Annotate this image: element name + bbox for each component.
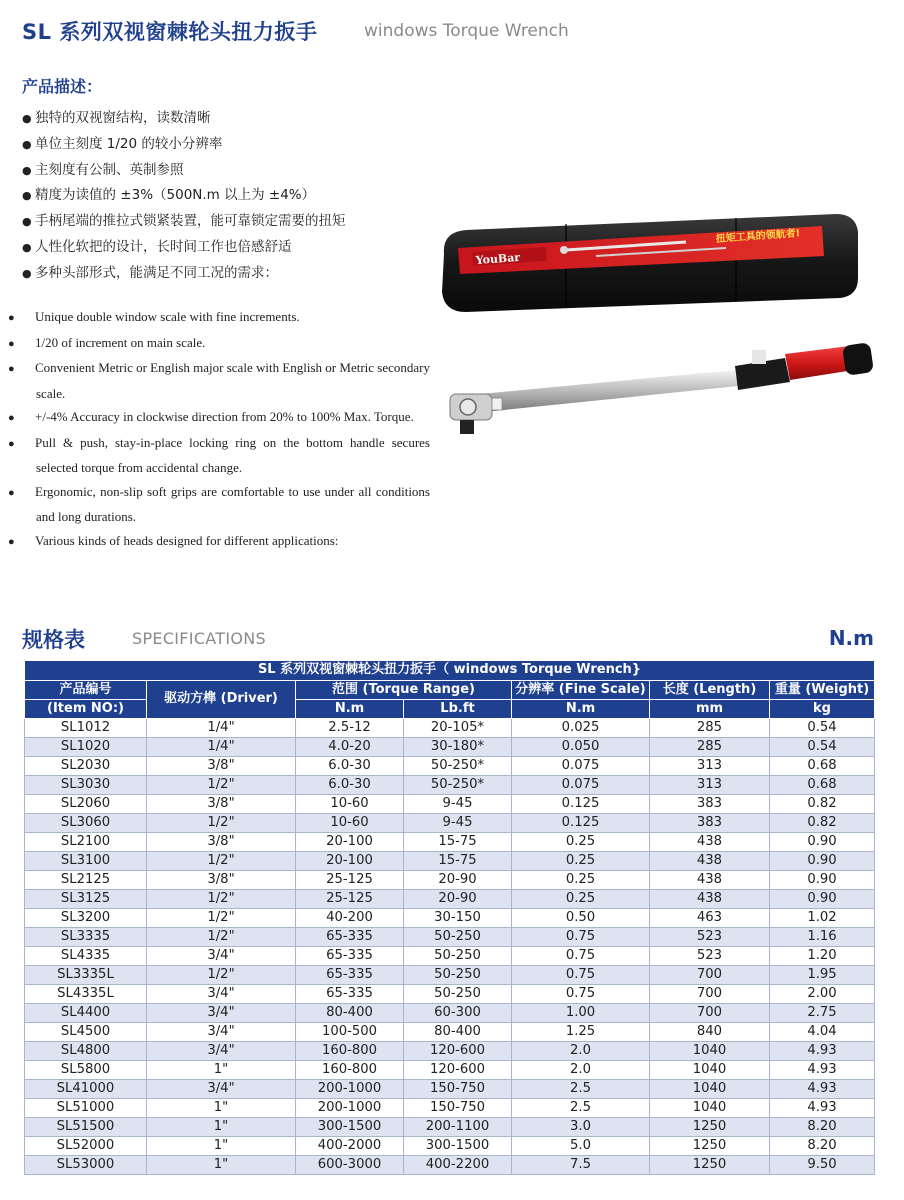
- cell-length: 523: [650, 946, 770, 965]
- cell-fine-scale: 0.75: [512, 965, 650, 984]
- cell-item-no: SL3335L: [25, 965, 147, 984]
- cell-fine-scale: 2.5: [512, 1079, 650, 1098]
- cell-range-lbft: 15-75: [404, 832, 512, 851]
- table-row: [25, 870, 875, 889]
- cell-item-no: SL5800: [25, 1060, 147, 1079]
- cell-weight: 8.20: [770, 1136, 875, 1155]
- cell-range-nm: 65-335: [296, 946, 404, 965]
- column-header-range-nm: N.m: [296, 699, 404, 718]
- bullet-icon: ●: [8, 363, 15, 375]
- cell-weight: 4.04: [770, 1022, 875, 1041]
- cell-range-nm: 65-335: [296, 984, 404, 1003]
- cell-driver: 1/2": [147, 965, 296, 984]
- column-header-length-unit: mm: [650, 699, 770, 718]
- cell-range-lbft: 300-1500: [404, 1136, 512, 1155]
- cell-weight: 9.50: [770, 1155, 875, 1174]
- cell-range-lbft: 50-250*: [404, 756, 512, 775]
- cell-weight: 4.93: [770, 1098, 875, 1117]
- column-header-weight-unit: kg: [770, 699, 875, 718]
- list-item: ● 独特的双视窗结构，读数清晰: [22, 106, 442, 132]
- cell-range-lbft: 120-600: [404, 1060, 512, 1079]
- table-row: [25, 1117, 875, 1136]
- list-item: ● Convenient Metric or English major scale with English or Metric secondary scale.: [8, 360, 430, 401]
- cell-length: 285: [650, 737, 770, 756]
- table-row: [25, 813, 875, 832]
- cell-length: 523: [650, 927, 770, 946]
- case-banner-text: 扭矩工具的领航者!: [715, 228, 801, 245]
- cell-item-no: SL4500: [25, 1022, 147, 1041]
- description-heading: 产品描述：: [22, 77, 103, 96]
- cell-range-nm: 200-1000: [296, 1098, 404, 1117]
- cell-fine-scale: 0.25: [512, 851, 650, 870]
- cell-item-no: SL3030: [25, 775, 147, 794]
- column-header-range: 范围 (Torque Range): [296, 680, 512, 699]
- table-row: [25, 1041, 875, 1060]
- cell-length: 438: [650, 870, 770, 889]
- cell-range-lbft: 60-300: [404, 1003, 512, 1022]
- cell-item-no: SL4800: [25, 1041, 147, 1060]
- cell-range-lbft: 150-750: [404, 1098, 512, 1117]
- column-header-item: 产品编号: [25, 680, 147, 699]
- cell-driver: 3/4": [147, 1022, 296, 1041]
- cell-length: 313: [650, 756, 770, 775]
- cell-length: 285: [650, 718, 770, 737]
- list-item: ● 主刻度有公制、英制参照: [22, 158, 442, 184]
- cell-driver: 1/2": [147, 908, 296, 927]
- cell-range-lbft: 30-180*: [404, 737, 512, 756]
- list-item: ● 多种头部形式，能满足不同工况的需求：: [22, 261, 442, 287]
- cell-length: 700: [650, 984, 770, 1003]
- cell-fine-scale: 1.25: [512, 1022, 650, 1041]
- cell-range-lbft: 15-75: [404, 851, 512, 870]
- cell-weight: 0.90: [770, 851, 875, 870]
- specs-unit: N.m: [828, 626, 874, 650]
- list-item: ● Various kinds of heads designed for different applications:: [22, 529, 430, 555]
- list-item: ● Unique double window scale with fine increments.: [22, 305, 430, 331]
- cell-range-nm: 2.5-12: [296, 718, 404, 737]
- cell-fine-scale: 0.75: [512, 927, 650, 946]
- page-title: SL 系列双视窗棘轮头扭力扳手: [22, 20, 318, 44]
- cell-length: 1250: [650, 1117, 770, 1136]
- cell-range-lbft: 80-400: [404, 1022, 512, 1041]
- cell-range-lbft: 400-2200: [404, 1155, 512, 1174]
- cell-length: 1250: [650, 1136, 770, 1155]
- cell-fine-scale: 0.025: [512, 718, 650, 737]
- cell-weight: 0.54: [770, 737, 875, 756]
- cell-weight: 0.82: [770, 794, 875, 813]
- column-header-fine-unit: N.m: [512, 699, 650, 718]
- cell-range-nm: 25-125: [296, 889, 404, 908]
- cell-fine-scale: 2.5: [512, 1098, 650, 1117]
- table-row: [25, 851, 875, 870]
- cell-length: 1040: [650, 1041, 770, 1060]
- cell-driver: 1/2": [147, 851, 296, 870]
- cell-weight: 2.00: [770, 984, 875, 1003]
- cell-length: 438: [650, 851, 770, 870]
- bullet-icon: ●: [8, 486, 15, 499]
- column-header-length: 长度 (Length): [650, 680, 770, 699]
- cell-driver: 1/2": [147, 775, 296, 794]
- cell-weight: 0.90: [770, 832, 875, 851]
- bullet-icon: ●: [22, 189, 32, 203]
- bullet-icon: ●: [8, 412, 15, 424]
- cell-fine-scale: 0.75: [512, 946, 650, 965]
- cell-length: 438: [650, 832, 770, 851]
- cell-weight: 4.93: [770, 1079, 875, 1098]
- cell-fine-scale: 1.00: [512, 1003, 650, 1022]
- column-header-range-lbft: Lb.ft: [404, 699, 512, 718]
- list-item: ● Pull & push, stay-in-place locking ring on the bottom handle secures selected torque from accidental change.: [8, 434, 430, 475]
- table-row: [25, 1003, 875, 1022]
- cell-fine-scale: 0.075: [512, 775, 650, 794]
- cell-driver: 1/2": [147, 927, 296, 946]
- cell-fine-scale: 0.50: [512, 908, 650, 927]
- cell-driver: 3/8": [147, 756, 296, 775]
- cell-weight: 1.02: [770, 908, 875, 927]
- cell-length: 700: [650, 1003, 770, 1022]
- cell-weight: 0.68: [770, 756, 875, 775]
- cell-fine-scale: 2.0: [512, 1060, 650, 1079]
- cell-item-no: SL3125: [25, 889, 147, 908]
- cell-fine-scale: 0.25: [512, 870, 650, 889]
- cell-driver: 1/2": [147, 813, 296, 832]
- cell-range-nm: 400-2000: [296, 1136, 404, 1155]
- cell-range-nm: 25-125: [296, 870, 404, 889]
- table-row: [25, 756, 875, 775]
- table-row: [25, 908, 875, 927]
- cell-range-lbft: 50-250: [404, 927, 512, 946]
- table-row: [25, 718, 875, 737]
- cell-driver: 3/4": [147, 1003, 296, 1022]
- cell-item-no: SL2100: [25, 832, 147, 851]
- table-row: [25, 775, 875, 794]
- cell-item-no: SL51000: [25, 1098, 147, 1117]
- cell-item-no: SL3060: [25, 813, 147, 832]
- cell-driver: 3/4": [147, 946, 296, 965]
- bullet-icon: ●: [8, 535, 15, 548]
- bullet-icon: ●: [22, 266, 32, 280]
- cell-item-no: SL2060: [25, 794, 147, 813]
- cell-item-no: SL4335L: [25, 984, 147, 1003]
- table-row: [25, 946, 875, 965]
- cell-range-lbft: 9-45: [404, 813, 512, 832]
- bullet-icon: ●: [22, 137, 32, 151]
- cell-range-nm: 6.0-30: [296, 775, 404, 794]
- cell-driver: 1": [147, 1117, 296, 1136]
- bullet-icon: ●: [22, 215, 32, 229]
- cell-fine-scale: 5.0: [512, 1136, 650, 1155]
- cell-driver: 1/2": [147, 889, 296, 908]
- cell-range-lbft: 20-90: [404, 889, 512, 908]
- cell-range-lbft: 50-250: [404, 984, 512, 1003]
- cell-driver: 1": [147, 1136, 296, 1155]
- table-header: [25, 661, 875, 718]
- table-row: [25, 984, 875, 1003]
- column-header-weight: 重量 (Weight): [770, 680, 875, 699]
- cell-fine-scale: 0.125: [512, 813, 650, 832]
- cell-item-no: SL1020: [25, 737, 147, 756]
- table-row: [25, 737, 875, 756]
- cell-item-no: SL52000: [25, 1136, 147, 1155]
- cell-range-nm: 20-100: [296, 832, 404, 851]
- cell-item-no: SL53000: [25, 1155, 147, 1174]
- cell-range-lbft: 150-750: [404, 1079, 512, 1098]
- cell-driver: 3/4": [147, 1041, 296, 1060]
- cell-length: 1250: [650, 1155, 770, 1174]
- cell-item-no: SL3100: [25, 851, 147, 870]
- table-title: SL 系列双视窗棘轮头扭力扳手（ windows Torque Wrench}: [25, 661, 875, 680]
- cell-range-nm: 160-800: [296, 1060, 404, 1079]
- cell-range-lbft: 120-600: [404, 1041, 512, 1060]
- cell-range-lbft: 200-1100: [404, 1117, 512, 1136]
- table-row: [25, 1098, 875, 1117]
- cell-item-no: SL2030: [25, 756, 147, 775]
- cell-range-nm: 20-100: [296, 851, 404, 870]
- table-row: [25, 1155, 875, 1174]
- cell-length: 463: [650, 908, 770, 927]
- cell-range-nm: 100-500: [296, 1022, 404, 1041]
- cell-item-no: SL41000: [25, 1079, 147, 1098]
- cell-range-nm: 80-400: [296, 1003, 404, 1022]
- cell-fine-scale: 0.25: [512, 832, 650, 851]
- specs-heading: 规格表: [22, 628, 85, 652]
- cell-length: 840: [650, 1022, 770, 1041]
- cell-item-no: SL3335: [25, 927, 147, 946]
- cell-range-lbft: 9-45: [404, 794, 512, 813]
- bullet-icon: ●: [22, 163, 32, 177]
- cell-range-nm: 200-1000: [296, 1079, 404, 1098]
- cell-driver: 3/4": [147, 1079, 296, 1098]
- cell-item-no: SL3200: [25, 908, 147, 927]
- table-row: [25, 794, 875, 813]
- cell-weight: 0.82: [770, 813, 875, 832]
- list-item: ● 人性化软把的设计，长时间工作也倍感舒适: [22, 235, 442, 261]
- cell-range-nm: 40-200: [296, 908, 404, 927]
- cell-driver: 1": [147, 1098, 296, 1117]
- cell-fine-scale: 2.0: [512, 1041, 650, 1060]
- cell-driver: 3/4": [147, 984, 296, 1003]
- cell-weight: 1.95: [770, 965, 875, 984]
- page-subtitle: windows Torque Wrench: [364, 21, 569, 41]
- cell-item-no: SL4400: [25, 1003, 147, 1022]
- spec-table: [24, 661, 875, 1175]
- cell-driver: 3/8": [147, 794, 296, 813]
- cell-length: 438: [650, 889, 770, 908]
- cell-range-nm: 10-60: [296, 794, 404, 813]
- table-row: [25, 1079, 875, 1098]
- cell-driver: 1/4": [147, 737, 296, 756]
- cell-range-lbft: 50-250*: [404, 775, 512, 794]
- cell-range-lbft: 20-105*: [404, 718, 512, 737]
- brand-logo: YouBar: [475, 250, 521, 267]
- list-item: ● 精度为读值的 ±3%（500N.m 以上为 ±4%）: [22, 183, 442, 209]
- list-item: ● 1/20 of increment on main scale.: [22, 331, 430, 357]
- cell-weight: 1.16: [770, 927, 875, 946]
- cell-length: 1040: [650, 1098, 770, 1117]
- cell-item-no: SL1012: [25, 718, 147, 737]
- cell-range-lbft: 50-250: [404, 965, 512, 984]
- cell-fine-scale: 0.75: [512, 984, 650, 1003]
- cell-weight: 0.54: [770, 718, 875, 737]
- bullet-icon: ●: [22, 240, 32, 254]
- table-row: [25, 889, 875, 908]
- table-row: [25, 927, 875, 946]
- cell-range-nm: 300-1500: [296, 1117, 404, 1136]
- cell-range-lbft: 50-250: [404, 946, 512, 965]
- list-item: ● 手柄尾端的推拉式锁紧装置，能可靠锁定需要的扭矩: [22, 209, 442, 235]
- cell-range-nm: 600-3000: [296, 1155, 404, 1174]
- bullet-icon: ●: [8, 337, 15, 350]
- cell-weight: 0.90: [770, 889, 875, 908]
- cell-range-nm: 65-335: [296, 965, 404, 984]
- table-row: [25, 965, 875, 984]
- cell-item-no: SL51500: [25, 1117, 147, 1136]
- cell-weight: 1.20: [770, 946, 875, 965]
- cell-range-nm: 65-335: [296, 927, 404, 946]
- table-body: [25, 718, 875, 1174]
- feature-list-en: [8, 305, 430, 554]
- cell-length: 1040: [650, 1079, 770, 1098]
- cell-range-nm: 160-800: [296, 1041, 404, 1060]
- bullet-icon: ●: [8, 437, 15, 450]
- column-header-driver: 驱动方榫 (Driver): [147, 680, 296, 718]
- bullet-icon: ●: [22, 112, 32, 125]
- torque-wrench-image: [440, 340, 880, 445]
- cell-fine-scale: 0.125: [512, 794, 650, 813]
- table-row: [25, 1022, 875, 1041]
- cell-length: 383: [650, 794, 770, 813]
- cell-length: 383: [650, 813, 770, 832]
- table-row: [25, 1060, 875, 1079]
- list-item: ● Ergonomic, non-slip soft grips are comfortable to use under all conditions and long durations.: [8, 483, 430, 524]
- cell-weight: 0.90: [770, 870, 875, 889]
- cell-driver: 3/8": [147, 870, 296, 889]
- column-header-fine: 分辨率 (Fine Scale): [512, 680, 650, 699]
- cell-item-no: SL2125: [25, 870, 147, 889]
- product-case-image: [436, 212, 860, 314]
- cell-fine-scale: 0.050: [512, 737, 650, 756]
- cell-weight: 2.75: [770, 1003, 875, 1022]
- feature-list-zh: [22, 106, 442, 287]
- cell-range-lbft: 30-150: [404, 908, 512, 927]
- cell-weight: 8.20: [770, 1117, 875, 1136]
- cell-driver: 1": [147, 1155, 296, 1174]
- column-header-item-en: (Item NO:): [25, 699, 147, 718]
- cell-length: 700: [650, 965, 770, 984]
- cell-driver: 3/8": [147, 832, 296, 851]
- cell-weight: 0.68: [770, 775, 875, 794]
- list-item: ● +/-4% Accuracy in clockwise direction from 20% to 100% Max. Torque.: [22, 405, 430, 431]
- cell-range-nm: 10-60: [296, 813, 404, 832]
- bullet-icon: ●: [8, 312, 15, 324]
- cell-fine-scale: 7.5: [512, 1155, 650, 1174]
- specs-subheading: SPECIFICATIONS: [132, 629, 267, 648]
- cell-driver: 1/4": [147, 718, 296, 737]
- cell-driver: 1": [147, 1060, 296, 1079]
- cell-weight: 4.93: [770, 1060, 875, 1079]
- list-item: ● 单位主刻度 1/20 的较小分辨率: [22, 132, 442, 158]
- cell-fine-scale: 3.0: [512, 1117, 650, 1136]
- cell-range-nm: 4.0-20: [296, 737, 404, 756]
- cell-fine-scale: 0.25: [512, 889, 650, 908]
- table-row: [25, 832, 875, 851]
- cell-range-lbft: 20-90: [404, 870, 512, 889]
- cell-item-no: SL4335: [25, 946, 147, 965]
- cell-fine-scale: 0.075: [512, 756, 650, 775]
- cell-range-nm: 6.0-30: [296, 756, 404, 775]
- cell-weight: 4.93: [770, 1041, 875, 1060]
- cell-length: 313: [650, 775, 770, 794]
- table-row: [25, 1136, 875, 1155]
- cell-length: 1040: [650, 1060, 770, 1079]
